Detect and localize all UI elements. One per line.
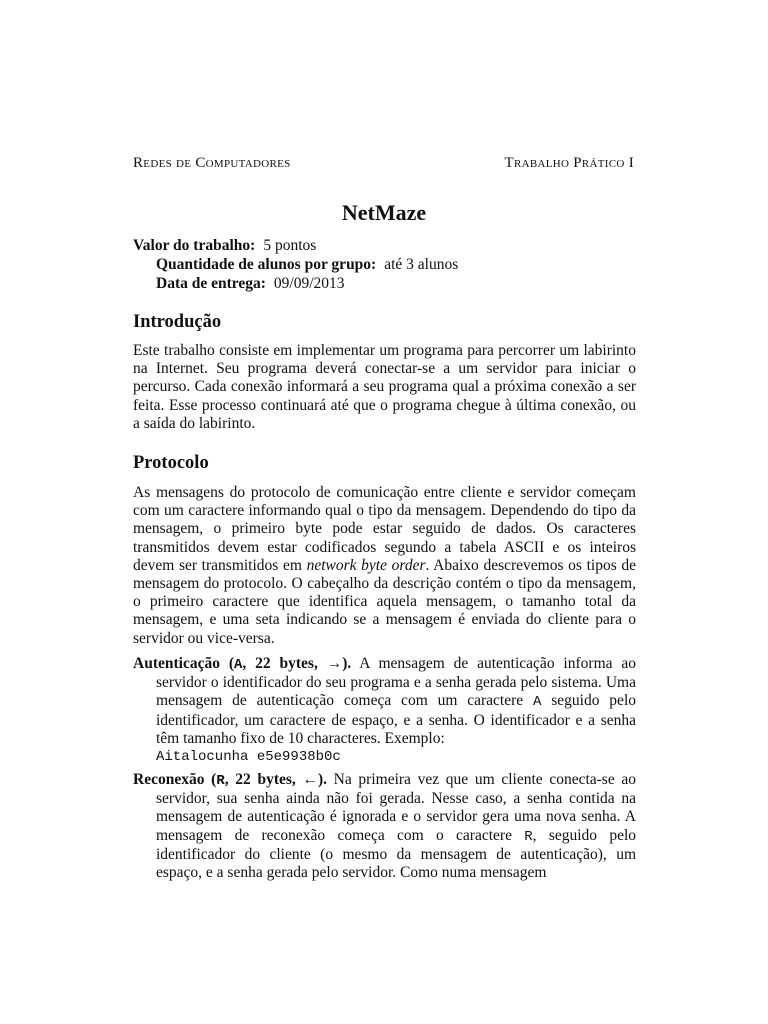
protocolo-heading: Protocolo [133, 453, 209, 473]
reconexao-term-text: Reconexão [133, 771, 205, 788]
intro-paragraph: Este trabalho consiste em implementar um programa para percorrer um labirinto na Internet. Seu programa deverá conectar-se a um servidor para iniciar o percurso. Cada conexão informará a seu programa qual a próxima conexão a ser feita. Esse processo continuará até que o programa chegue à última conexão, ou a saída do labirinto. [133, 342, 636, 432]
autenticacao-example: Aitalocunha e5e9938b0c [156, 749, 341, 766]
quantidade-value: até 3 alunos [384, 256, 459, 273]
valor-value: 5 pontos [263, 237, 317, 254]
quantidade-label: Quantidade de alunos por grupo: [156, 256, 377, 273]
protocolo-text-1: As mensagens do protocolo de comunicação entre cliente e servidor começam com um caractere informando qual o tipo da mensagem. Dependendo do tipo da mensagem, o primeiro byte pode estar seguido de dados. Os caracteres transmitidos devem estar codificados segundo a tabela ASCII e os inteiros devem ser transmitidos em [133, 484, 636, 574]
autenticacao-item [133, 655, 636, 766]
reconexao-item [133, 771, 636, 882]
protocolo-text-2: . Abaixo descrevemos os tipos de mensagem do protocolo. O cabeçalho da descrição contém o tipo da mensagem, o primeiro caractere que identifica aquela mensagem, o tamanho total da mensagem, e uma seta indicando se a mensagem é enviada do cliente para o servidor ou vice-versa. [133, 556, 637, 647]
autenticacao-text-b: seguido pelo identificador, um caractere de espaço, e a senha. O identificador e a senha têm tamanho fixo de 10 characteres. Exemplo: [156, 692, 636, 747]
reconexao-size: , 22 bytes, ←). [224, 771, 327, 788]
autenticacao-text-a: A mensagem de autenticação informa ao servidor o identificador do seu programa e a senha gerada pelo sistema. Uma mensagem de autenticação começa com um caractere [156, 655, 636, 710]
data-row [133, 274, 458, 293]
valor-label: Valor do trabalho: [133, 237, 256, 254]
document-title: NetMaze [341, 200, 427, 225]
reconexao-open: ( [211, 771, 217, 788]
autenticacao-size: , 22 bytes, →). [242, 655, 352, 672]
assignment-info [133, 236, 458, 293]
autenticacao-code: A [234, 657, 243, 673]
quantidade-row [133, 255, 458, 274]
protocolo-italic: network byte order [306, 556, 426, 574]
assignment-name: Trabalho Prático I [504, 155, 634, 171]
page-header [133, 155, 634, 172]
autenticacao-char: A [533, 694, 542, 711]
course-name: Redes de Computadores [133, 155, 291, 171]
reconexao-code: R [216, 773, 225, 789]
reconexao-text-a: Na primeira vez que um cliente conecta-se ao servidor, sua senha ainda não foi gerada. Nesse caso, a senha contida na mensagem de autenticação é ignorada e o servidor gera uma nova senha. A mensagem de reconexão começa com o caractere [156, 771, 637, 844]
reconexao-text-b: , seguido pelo identificador do cliente (o mesmo da mensagem de autenticação), um espaço, e a senha gerada pelo servidor. Como numa mensagem [156, 826, 637, 882]
data-label: Data de entrega: [156, 275, 266, 292]
autenticacao-term [133, 655, 351, 672]
reconexao-char: R [524, 828, 533, 845]
reconexao-term [133, 771, 327, 788]
valor-row [133, 236, 458, 255]
autenticacao-open: ( [228, 655, 234, 672]
autenticacao-term-text: Autenticação [133, 655, 220, 672]
intro-heading: Introdução [133, 312, 222, 332]
protocolo-paragraph [133, 484, 636, 648]
data-value: 09/09/2013 [273, 275, 345, 292]
